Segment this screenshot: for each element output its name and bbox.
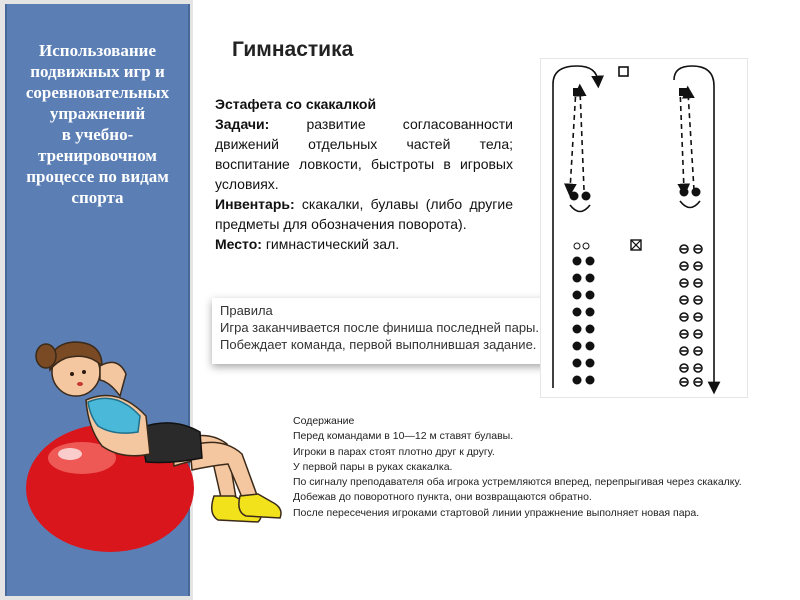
goals-label: Задачи: (215, 116, 270, 132)
rules-line: Побеждает команда, первой выполнившая задание. (220, 337, 537, 352)
sidebar-heading: Использование подвижных игр и соревновательных упражнений в учебно- тренировочном процессе по видам спорта (25, 41, 170, 207)
content-line: После пересечения игроками стартовой линии упражнение выполняет новая пара. (293, 506, 700, 519)
page-title: Гимнастика (232, 38, 354, 61)
girl-on-fitness-ball-illustration (22, 336, 284, 554)
shoe-icon (239, 494, 281, 518)
content-line: Игроки в парах стоят плотно друг к другу. (293, 445, 495, 458)
content-line: Перед командами в 10—12 м ставят булавы. (293, 430, 514, 443)
content-line: По сигналу преподавателя оба игрока устремляются вперед, перепрыгивая через скакалку. (293, 476, 742, 489)
content-section (293, 414, 749, 521)
goals-text: развитие согласованности движений отдельных частей тела; воспитание ловкости, быстроты в игровых условиях. (215, 116, 513, 192)
relay-heading: Эстафета со скакалкой (215, 96, 377, 112)
equipment-text: скакалки, булавы (либо другие предметы для обозначения поворота). (215, 196, 513, 232)
content-line: Добежав до поворотного пункта, они возвращаются обратно. (293, 491, 592, 504)
place-text: гимнастический зал. (261, 236, 400, 252)
club-right-icon (679, 88, 687, 96)
place-label: Место: (215, 236, 262, 252)
club-left-icon (573, 88, 581, 96)
equipment-label: Инвентарь: (215, 196, 295, 212)
task-description (215, 94, 513, 254)
rules-line: Игра заканчивается после финиша последней пары. (220, 320, 540, 335)
relay-diagram (540, 58, 748, 398)
content-heading: Содержание (293, 415, 355, 427)
rules-heading: Правила (220, 303, 273, 318)
content-line: У первой пары в руках скакалка. (293, 460, 453, 473)
